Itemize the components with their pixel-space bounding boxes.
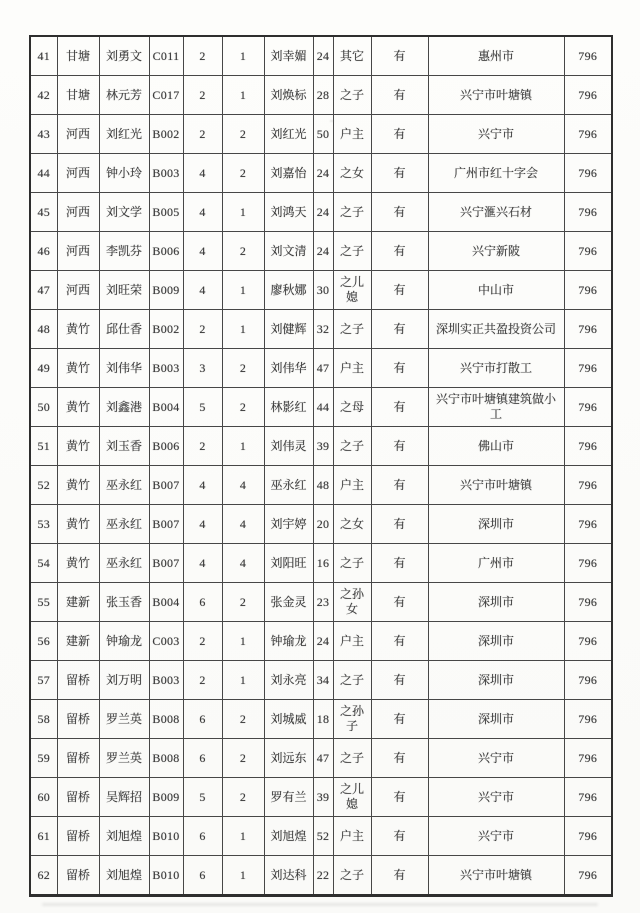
table-cell: 兴宁市 xyxy=(428,739,564,778)
table-cell: 1 xyxy=(222,193,264,232)
table-cell: 48 xyxy=(30,310,57,349)
table-cell: 796 xyxy=(564,817,612,856)
table-cell: 796 xyxy=(564,115,612,154)
table-cell: 4 xyxy=(183,193,222,232)
table-cell: 林元芳 xyxy=(99,76,149,115)
table-cell: 2 xyxy=(222,700,264,739)
table-row xyxy=(30,76,612,115)
table-cell: 47 xyxy=(30,271,57,310)
table-cell: 深圳市 xyxy=(428,505,564,544)
table-row xyxy=(30,232,612,271)
table-cell: 2 xyxy=(222,739,264,778)
table-cell: 796 xyxy=(564,232,612,271)
table-cell: B008 xyxy=(149,700,183,739)
table-cell: 黄竹 xyxy=(57,388,99,427)
table-cell: 巫永红 xyxy=(99,544,149,583)
table-cell: 796 xyxy=(564,36,612,76)
table-cell: 刘伟灵 xyxy=(264,427,313,466)
table-row xyxy=(30,154,612,193)
table-cell: 之子 xyxy=(333,76,371,115)
table-cell: 之子 xyxy=(333,739,371,778)
table-cell: 53 xyxy=(30,505,57,544)
table-cell: 之女 xyxy=(333,154,371,193)
table-cell: 2 xyxy=(222,349,264,388)
table-cell: 22 xyxy=(313,856,333,896)
table-cell: 61 xyxy=(30,817,57,856)
table-cell: B008 xyxy=(149,739,183,778)
table-cell: 39 xyxy=(313,427,333,466)
table-cell: 62 xyxy=(30,856,57,896)
table-row xyxy=(30,36,612,76)
table-cell: 47 xyxy=(313,349,333,388)
table-cell: 刘旭煌 xyxy=(99,856,149,896)
table-cell: B004 xyxy=(149,388,183,427)
table-cell: 796 xyxy=(564,271,612,310)
table-row xyxy=(30,466,612,505)
table-row xyxy=(30,427,612,466)
table-cell: C011 xyxy=(149,36,183,76)
table-cell: 796 xyxy=(564,154,612,193)
table-cell: 55 xyxy=(30,583,57,622)
table-cell: 796 xyxy=(564,349,612,388)
table-cell: 刘玉香 xyxy=(99,427,149,466)
table-cell: 4 xyxy=(183,232,222,271)
table-cell: 1 xyxy=(222,817,264,856)
table-cell: 惠州市 xyxy=(428,36,564,76)
table-cell: 钟瑜龙 xyxy=(99,622,149,661)
table-cell: 796 xyxy=(564,427,612,466)
table-row xyxy=(30,583,612,622)
table-cell: 之子 xyxy=(333,232,371,271)
table-cell: 之子 xyxy=(333,661,371,700)
table-cell: 留桥 xyxy=(57,778,99,817)
table-cell: 刘达科 xyxy=(264,856,313,896)
table-cell: 有 xyxy=(371,76,428,115)
table-cell: 深圳实正共盈投资公司 xyxy=(428,310,564,349)
table-cell: 刘伟华 xyxy=(264,349,313,388)
table-cell: 广州市红十字会 xyxy=(428,154,564,193)
table-cell: 5 xyxy=(183,778,222,817)
table-row xyxy=(30,310,612,349)
table-cell: 有 xyxy=(371,622,428,661)
table-cell: 24 xyxy=(313,622,333,661)
table-cell: 兴宁市叶塘镇建筑做小工 xyxy=(428,388,564,427)
table-cell: 刘城威 xyxy=(264,700,313,739)
table-cell: 796 xyxy=(564,739,612,778)
table-cell: 巫永红 xyxy=(264,466,313,505)
table-cell: 796 xyxy=(564,193,612,232)
table-cell: 刘旭煌 xyxy=(99,817,149,856)
table-cell: 林影红 xyxy=(264,388,313,427)
table-cell: 2 xyxy=(183,622,222,661)
table-cell: 有 xyxy=(371,154,428,193)
table-cell: 之儿媳 xyxy=(333,271,371,310)
table-cell: 30 xyxy=(313,271,333,310)
table-cell: 有 xyxy=(371,700,428,739)
table-cell: 48 xyxy=(313,466,333,505)
table-cell: B009 xyxy=(149,271,183,310)
table-cell: 钟瑜龙 xyxy=(264,622,313,661)
table-cell: B003 xyxy=(149,154,183,193)
table-cell: 24 xyxy=(313,232,333,271)
table-cell: 钟小玲 xyxy=(99,154,149,193)
table-row xyxy=(30,856,612,896)
table-cell: 刘旺荣 xyxy=(99,271,149,310)
table-cell: 3 xyxy=(183,349,222,388)
table-cell: 有 xyxy=(371,739,428,778)
table-row xyxy=(30,193,612,232)
table-cell: 796 xyxy=(564,310,612,349)
table-cell: 4 xyxy=(183,271,222,310)
table-cell: 1 xyxy=(222,661,264,700)
table-cell: 河西 xyxy=(57,232,99,271)
table-cell: 有 xyxy=(371,466,428,505)
table-cell: 之女 xyxy=(333,505,371,544)
table-cell: 黄竹 xyxy=(57,349,99,388)
table-cell: 罗兰英 xyxy=(99,739,149,778)
table-cell: 佛山市 xyxy=(428,427,564,466)
table-cell: 户主 xyxy=(333,115,371,154)
table-cell: 刘永亮 xyxy=(264,661,313,700)
table-row xyxy=(30,739,612,778)
table-cell: 2 xyxy=(183,427,222,466)
table-cell: B007 xyxy=(149,505,183,544)
table-row xyxy=(30,505,612,544)
table-cell: 兴宁市 xyxy=(428,817,564,856)
table-cell: 河西 xyxy=(57,193,99,232)
table-cell: 有 xyxy=(371,427,428,466)
table-cell: 黄竹 xyxy=(57,544,99,583)
table-cell: 有 xyxy=(371,36,428,76)
table-cell: 2 xyxy=(222,154,264,193)
table-cell: 刘健辉 xyxy=(264,310,313,349)
table-cell: 47 xyxy=(313,739,333,778)
table-cell: 796 xyxy=(564,778,612,817)
table-cell: 之子 xyxy=(333,856,371,896)
table-cell: 24 xyxy=(313,154,333,193)
table-row xyxy=(30,544,612,583)
table-cell: 45 xyxy=(30,193,57,232)
table-cell: 刘勇文 xyxy=(99,36,149,76)
table-cell: 留桥 xyxy=(57,700,99,739)
table-cell: 4 xyxy=(222,505,264,544)
scan-smudge-artifact xyxy=(42,903,598,906)
table-cell: 兴宁市叶塘镇 xyxy=(428,76,564,115)
table-cell: B010 xyxy=(149,856,183,896)
table-cell: B004 xyxy=(149,583,183,622)
table-cell: 有 xyxy=(371,817,428,856)
table-cell: 23 xyxy=(313,583,333,622)
table-cell: B002 xyxy=(149,310,183,349)
table-cell: 吴辉招 xyxy=(99,778,149,817)
table-cell: 1 xyxy=(222,310,264,349)
table-cell: 之儿媳 xyxy=(333,778,371,817)
roster-table xyxy=(29,35,613,897)
table-cell: 16 xyxy=(313,544,333,583)
table-cell: 深圳市 xyxy=(428,583,564,622)
table-cell: 4 xyxy=(222,466,264,505)
table-cell: 深圳市 xyxy=(428,622,564,661)
table-cell: 796 xyxy=(564,76,612,115)
table-cell: 有 xyxy=(371,661,428,700)
table-row xyxy=(30,388,612,427)
table-cell: 之孙女 xyxy=(333,583,371,622)
table-cell: 有 xyxy=(371,544,428,583)
table-cell: 796 xyxy=(564,544,612,583)
table-cell: B007 xyxy=(149,544,183,583)
table-cell: 有 xyxy=(371,310,428,349)
table-row xyxy=(30,661,612,700)
table-cell: 24 xyxy=(313,193,333,232)
table-cell: 60 xyxy=(30,778,57,817)
table-cell: 2 xyxy=(183,36,222,76)
table-cell: 2 xyxy=(183,115,222,154)
table-cell: 李凯芬 xyxy=(99,232,149,271)
table-cell: 留桥 xyxy=(57,817,99,856)
table-cell: 56 xyxy=(30,622,57,661)
table-cell: C003 xyxy=(149,622,183,661)
table-cell: 邱仕香 xyxy=(99,310,149,349)
table-cell: B010 xyxy=(149,817,183,856)
table-cell: 巫永红 xyxy=(99,466,149,505)
table-cell: 18 xyxy=(313,700,333,739)
table-cell: 4 xyxy=(183,154,222,193)
table-cell: 5 xyxy=(183,388,222,427)
table-cell: 之母 xyxy=(333,388,371,427)
table-cell: 罗有兰 xyxy=(264,778,313,817)
table-cell: B003 xyxy=(149,349,183,388)
table-cell: 1 xyxy=(222,36,264,76)
table-cell: 41 xyxy=(30,36,57,76)
table-cell: 52 xyxy=(313,817,333,856)
table-cell: 河西 xyxy=(57,154,99,193)
table-cell: 黄竹 xyxy=(57,466,99,505)
table-cell: 58 xyxy=(30,700,57,739)
table-row xyxy=(30,622,612,661)
table-cell: 兴宁市打散工 xyxy=(428,349,564,388)
table-cell: 46 xyxy=(30,232,57,271)
table-cell: 4 xyxy=(183,505,222,544)
table-cell: 有 xyxy=(371,388,428,427)
table-cell: 刘文学 xyxy=(99,193,149,232)
table-cell: 2 xyxy=(222,232,264,271)
table-cell: 黄竹 xyxy=(57,310,99,349)
table-cell: 刘鑫港 xyxy=(99,388,149,427)
table-cell: 2 xyxy=(222,583,264,622)
table-cell: 2 xyxy=(183,76,222,115)
table-cell: 1 xyxy=(222,76,264,115)
table-cell: B003 xyxy=(149,661,183,700)
table-body xyxy=(30,36,612,896)
table-row xyxy=(30,700,612,739)
table-cell: 39 xyxy=(313,778,333,817)
table-cell: 28 xyxy=(313,76,333,115)
table-cell: 刘红光 xyxy=(99,115,149,154)
scan-speck-artifact xyxy=(330,120,334,122)
table-cell: 兴宁市 xyxy=(428,115,564,154)
table-cell: 户主 xyxy=(333,817,371,856)
table-cell: 之子 xyxy=(333,427,371,466)
table-cell: 户主 xyxy=(333,349,371,388)
table-cell: 之子 xyxy=(333,544,371,583)
table-cell: B002 xyxy=(149,115,183,154)
table-cell: 中山市 xyxy=(428,271,564,310)
table-cell: 刘旭煌 xyxy=(264,817,313,856)
table-cell: 43 xyxy=(30,115,57,154)
table-cell: 甘塘 xyxy=(57,36,99,76)
table-cell: 兴宁新陂 xyxy=(428,232,564,271)
table-cell: 50 xyxy=(30,388,57,427)
table-cell: 河西 xyxy=(57,115,99,154)
table-cell: 796 xyxy=(564,388,612,427)
table-cell: 57 xyxy=(30,661,57,700)
table-cell: 4 xyxy=(183,544,222,583)
table-cell: B006 xyxy=(149,232,183,271)
table-row xyxy=(30,349,612,388)
table-cell: 之子 xyxy=(333,193,371,232)
table-cell: 甘塘 xyxy=(57,76,99,115)
table-row xyxy=(30,271,612,310)
table-cell: 户主 xyxy=(333,466,371,505)
table-cell: 其它 xyxy=(333,36,371,76)
table-cell: 黄竹 xyxy=(57,427,99,466)
table-cell: 兴宁市 xyxy=(428,778,564,817)
table-cell: 有 xyxy=(371,271,428,310)
table-cell: 4 xyxy=(183,466,222,505)
table-cell: 留桥 xyxy=(57,661,99,700)
table-cell: 有 xyxy=(371,193,428,232)
table-cell: 留桥 xyxy=(57,739,99,778)
table-cell: 34 xyxy=(313,661,333,700)
table-cell: 之孙子 xyxy=(333,700,371,739)
table-cell: 刘文清 xyxy=(264,232,313,271)
table-cell: 兴宁市叶塘镇 xyxy=(428,466,564,505)
table-cell: 建新 xyxy=(57,622,99,661)
table-cell: 2 xyxy=(222,115,264,154)
table-cell: 巫永红 xyxy=(99,505,149,544)
table-cell: 1 xyxy=(222,856,264,896)
table-cell: 刘阳旺 xyxy=(264,544,313,583)
table-cell: 796 xyxy=(564,622,612,661)
table-cell: 24 xyxy=(313,36,333,76)
table-cell: 32 xyxy=(313,310,333,349)
table-cell: 刘宇婷 xyxy=(264,505,313,544)
table-cell: 户主 xyxy=(333,622,371,661)
table-cell: 张金灵 xyxy=(264,583,313,622)
table-cell: 2 xyxy=(222,778,264,817)
table-row xyxy=(30,115,612,154)
table-cell: 6 xyxy=(183,700,222,739)
table-cell: 796 xyxy=(564,505,612,544)
table-cell: 黄竹 xyxy=(57,505,99,544)
table-row xyxy=(30,778,612,817)
table-cell: 留桥 xyxy=(57,856,99,896)
table-cell: 刘焕标 xyxy=(264,76,313,115)
table-cell: 42 xyxy=(30,76,57,115)
table-cell: 6 xyxy=(183,817,222,856)
table-cell: B006 xyxy=(149,427,183,466)
table-cell: 刘幸媚 xyxy=(264,36,313,76)
table-cell: 有 xyxy=(371,349,428,388)
table-cell: 1 xyxy=(222,622,264,661)
table-cell: 有 xyxy=(371,232,428,271)
table-cell: 796 xyxy=(564,661,612,700)
table-cell: 796 xyxy=(564,856,612,896)
table-cell: 20 xyxy=(313,505,333,544)
table-cell: B005 xyxy=(149,193,183,232)
table-cell: 刘远东 xyxy=(264,739,313,778)
table-cell: 有 xyxy=(371,778,428,817)
table-cell: 1 xyxy=(222,427,264,466)
table-cell: 罗兰英 xyxy=(99,700,149,739)
table-cell: 刘伟华 xyxy=(99,349,149,388)
table-cell: 有 xyxy=(371,856,428,896)
table-cell: 4 xyxy=(222,544,264,583)
table-cell: 2 xyxy=(183,310,222,349)
table-cell: 2 xyxy=(222,388,264,427)
table-cell: 刘嘉怡 xyxy=(264,154,313,193)
table-row xyxy=(30,817,612,856)
table-cell: 刘红光 xyxy=(264,115,313,154)
table-cell: 52 xyxy=(30,466,57,505)
table-cell: 有 xyxy=(371,505,428,544)
table-cell: 796 xyxy=(564,700,612,739)
table-cell: 有 xyxy=(371,583,428,622)
table-cell: 深圳市 xyxy=(428,661,564,700)
table-cell: 59 xyxy=(30,739,57,778)
table-cell: 建新 xyxy=(57,583,99,622)
table-cell: 河西 xyxy=(57,271,99,310)
table-cell: 796 xyxy=(564,583,612,622)
table-cell: 44 xyxy=(30,154,57,193)
table-cell: 有 xyxy=(371,115,428,154)
table-cell: 廖秋娜 xyxy=(264,271,313,310)
table-cell: C017 xyxy=(149,76,183,115)
table-cell: 兴宁滙兴石材 xyxy=(428,193,564,232)
table-cell: 51 xyxy=(30,427,57,466)
table-cell: 张玉香 xyxy=(99,583,149,622)
table-cell: 兴宁市叶塘镇 xyxy=(428,856,564,896)
table-cell: 6 xyxy=(183,583,222,622)
table-cell: 796 xyxy=(564,466,612,505)
table-cell: 6 xyxy=(183,739,222,778)
table-cell: 54 xyxy=(30,544,57,583)
table-cell: 44 xyxy=(313,388,333,427)
table-cell: B007 xyxy=(149,466,183,505)
table-cell: B009 xyxy=(149,778,183,817)
table-cell: 6 xyxy=(183,856,222,896)
table-cell: 刘鸿天 xyxy=(264,193,313,232)
table-cell: 2 xyxy=(183,661,222,700)
table-cell: 广州市 xyxy=(428,544,564,583)
table-cell: 刘万明 xyxy=(99,661,149,700)
table-cell: 深圳市 xyxy=(428,700,564,739)
table-cell: 49 xyxy=(30,349,57,388)
table-cell: 50 xyxy=(313,115,333,154)
table-cell: 1 xyxy=(222,271,264,310)
table-cell: 之子 xyxy=(333,310,371,349)
